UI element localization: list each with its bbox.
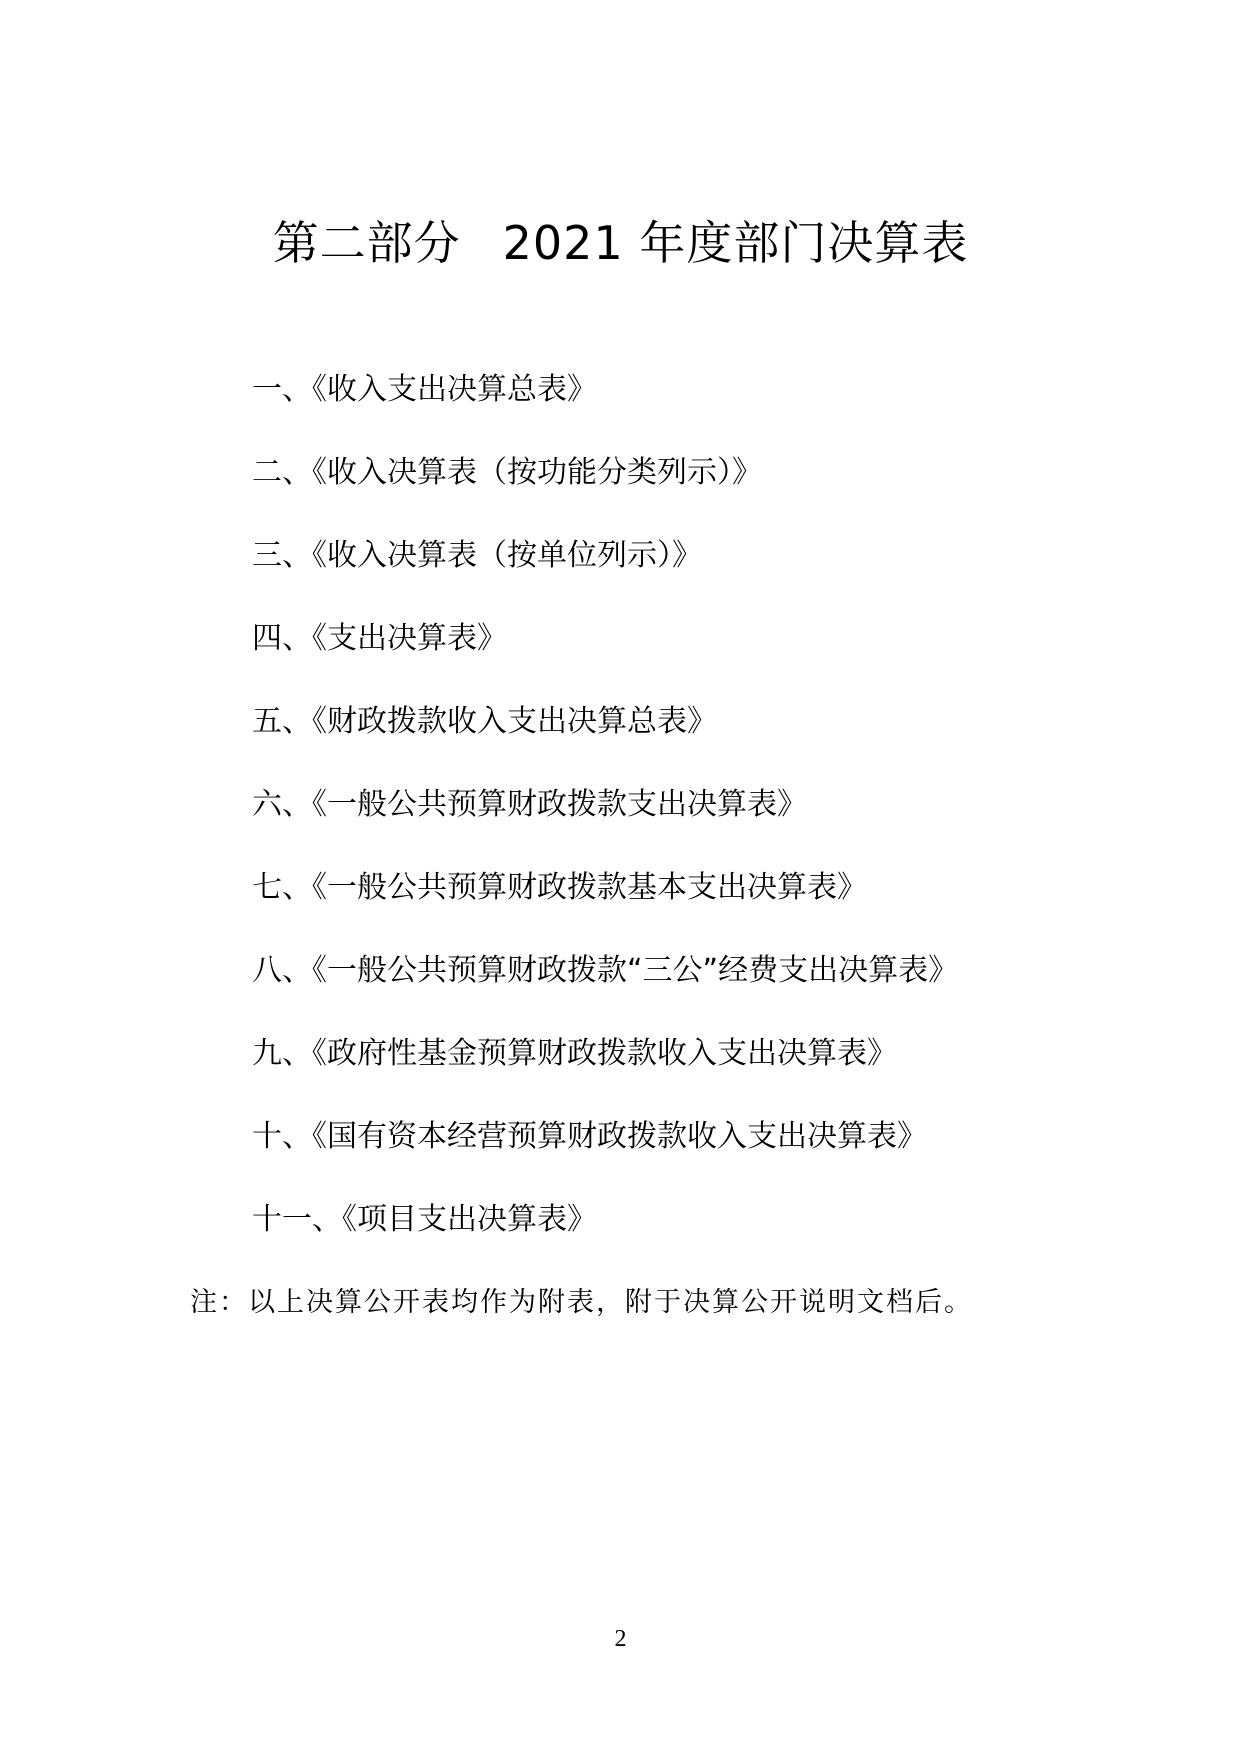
item-text: 《一般公共预算财政拨款支出决算表》	[312, 787, 807, 822]
item-text: 《收入决算表（按单位列示）》	[312, 538, 702, 573]
item-number: 四、	[252, 621, 312, 656]
list-item	[252, 868, 958, 951]
page-title	[0, 213, 1241, 273]
item-number: 七、	[252, 870, 312, 905]
list-item	[252, 1117, 958, 1200]
table-list	[252, 370, 958, 1283]
item-text: 《收入决算表（按功能分类列示）》	[312, 455, 762, 490]
item-number: 九、	[252, 1036, 312, 1071]
item-number: 二、	[252, 455, 312, 490]
item-number: 十、	[252, 1119, 312, 1154]
item-number: 十一、	[252, 1202, 342, 1237]
list-item	[252, 785, 958, 868]
item-number: 一、	[252, 372, 312, 407]
item-text: 《政府性基金预算财政拨款收入支出决算表》	[312, 1036, 897, 1071]
list-item	[252, 536, 958, 619]
list-item	[252, 951, 958, 1034]
list-item	[252, 1200, 958, 1283]
title-part: 第二部分	[272, 216, 461, 270]
item-text: 《收入支出决算总表》	[312, 372, 597, 407]
item-number: 三、	[252, 538, 312, 573]
footnote: 注：以上决算公开表均作为附表，附于决算公开说明文档后。	[190, 1287, 973, 1318]
title-main: 2021 年度部门决算表	[502, 216, 969, 270]
item-text: 《一般公共预算财政拨款基本支出决算表》	[312, 870, 867, 905]
item-text: 《一般公共预算财政拨款“三公”经费支出决算表》	[312, 953, 959, 988]
list-item	[252, 702, 958, 785]
list-item	[252, 370, 958, 453]
list-item	[252, 1034, 958, 1117]
item-number: 八、	[252, 953, 312, 988]
item-number: 六、	[252, 787, 312, 822]
page-number: 2	[614, 1626, 627, 1652]
list-item	[252, 619, 958, 702]
item-text: 《国有资本经营预算财政拨款收入支出决算表》	[312, 1119, 927, 1154]
item-text: 《支出决算表》	[312, 621, 507, 656]
item-text: 《财政拨款收入支出决算总表》	[312, 704, 717, 739]
list-item	[252, 453, 958, 536]
item-text: 《项目支出决算表》	[342, 1202, 597, 1237]
item-number: 五、	[252, 704, 312, 739]
